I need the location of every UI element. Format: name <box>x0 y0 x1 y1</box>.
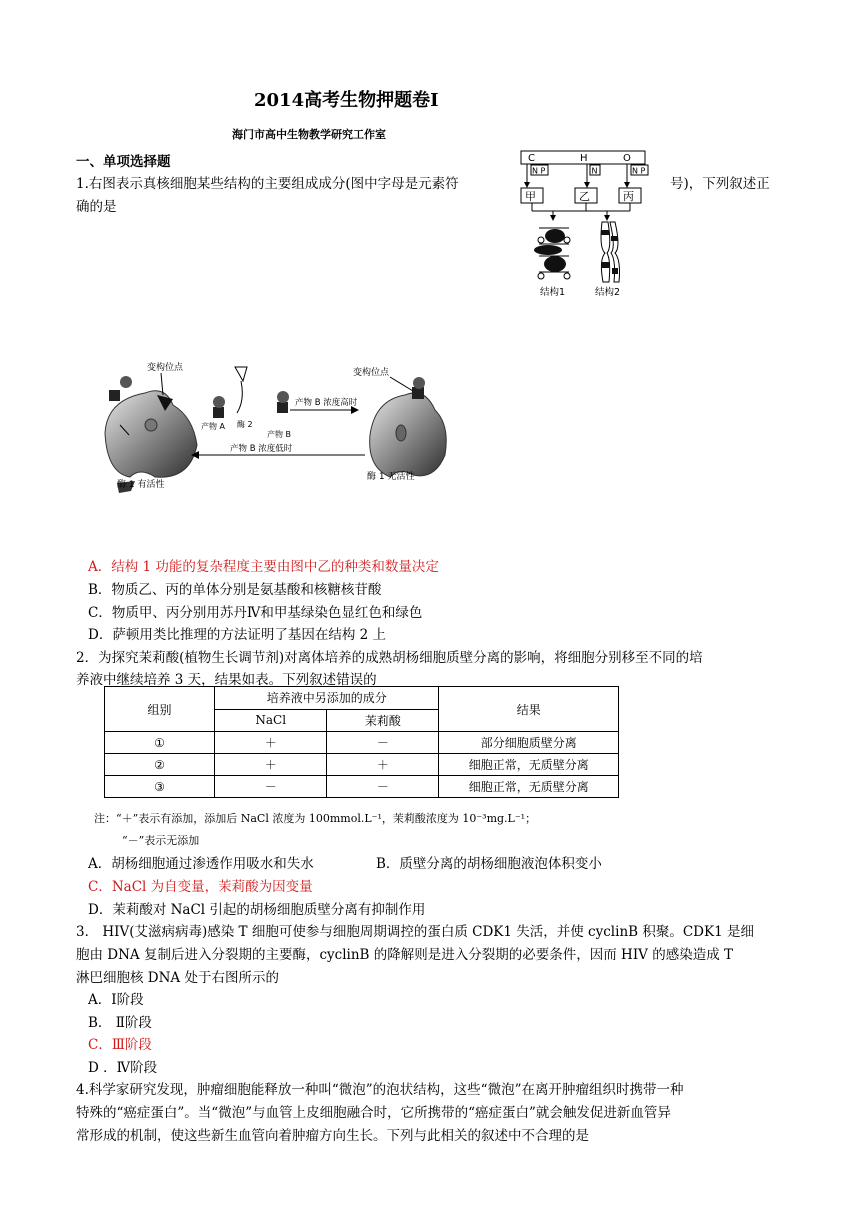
header-group: 组别 <box>105 687 215 732</box>
q1-stem-line2: 确的是 <box>76 199 117 215</box>
q1-option-c: C．物质甲、丙分别用苏丹Ⅳ和甲基绿染色显红色和绿色 <box>88 605 423 621</box>
q2-stem-line1: 2．为探究茉莉酸(植物生长调节剂)对离体培养的成熟胡杨细胞质壁分离的影响，将细胞分别移至不同的培 <box>76 650 703 666</box>
q1-stem-line1: 1.右图表示真核细胞某些结构的主要组成成分(图中字母是元素符 <box>76 176 459 192</box>
header-ja: 茉莉酸 <box>327 709 439 732</box>
cell-group: ① <box>105 732 215 754</box>
cell-result: 部分细胞质壁分离 <box>439 732 619 754</box>
cell-ja: － <box>327 732 439 754</box>
np-label-3: N P <box>632 166 646 176</box>
q1-stem-tail: 号)，下列叙述正 <box>670 176 770 192</box>
q3-option-a: A．Ⅰ阶段 <box>88 992 144 1008</box>
q2-option-a: A．胡杨细胞通过渗透作用吸水和失水 <box>88 856 314 872</box>
enzyme2-label: 酶 2 <box>237 420 253 429</box>
label-structure1: 结构1 <box>540 287 566 298</box>
cell-result: 细胞正常，无质壁分离 <box>439 776 619 798</box>
q1-option-b: B．物质乙、丙的单体分别是氨基酸和核糖核苷酸 <box>88 582 382 598</box>
cell-nacl: － <box>215 776 327 798</box>
q3-option-d: D ．Ⅳ阶段 <box>88 1060 158 1076</box>
q4-stem-line3: 常形成的机制，使这些新生血管向着肿瘤方向生长。下列与此相关的叙述中不合理的是 <box>76 1128 589 1144</box>
q2-option-d: D．茉莉酸对 NaCl 引起的胡杨细胞质壁分离有抑制作用 <box>88 902 426 918</box>
cell-nacl: ＋ <box>215 754 327 776</box>
page-title: 2014高考生物押题卷Ⅰ <box>254 90 439 111</box>
table-note-1: 注：“＋”表示有添加，添加后 NaCl 浓度为 100mmol.L⁻¹，茉莉酸浓度为 10⁻³mg.L⁻¹； <box>94 812 537 825</box>
q2-option-c: C．NaCl 为自变量，茉莉酸为因变量 <box>88 879 313 895</box>
label-structure2: 结构2 <box>595 287 621 298</box>
q3-stem-line2: 胞由 DNA 复制后进入分裂期的主要酶，cyclinB 的降解则是进入分裂期的必要条件，因而 HIV 的感染造成 T <box>76 947 733 963</box>
q4-stem-line1: 4.科学家研究发现，肿瘤细胞能释放一种叫“微泡”的泡状结构，这些“微泡”在离开肿瘤组织时携带一种 <box>76 1082 684 1098</box>
site1-label: 变构位点 <box>147 363 184 373</box>
cell-ja: ＋ <box>327 754 439 776</box>
q2-option-b: B．质壁分离的胡杨细胞液泡体积变小 <box>376 856 602 872</box>
high-conc-label: 产物 B 浓度高时 <box>295 398 358 408</box>
element-c: C <box>528 153 535 164</box>
element-h: H <box>580 153 588 164</box>
q3-stem-line1: 3． HIV(艾滋病病毒)感染 T 细胞可使参与细胞周期调控的蛋白质 CDK1 失活，并使 cyclinB 积聚。CDK1 是细 <box>76 924 754 940</box>
low-conc-label: 产物 B 浓度低时 <box>230 444 293 454</box>
cell-group: ② <box>105 754 215 776</box>
q4-stem-line2: 特殊的“癌症蛋白”。当“微泡”与血管上皮细胞融合时，它所携带的“癌症蛋白”就会触发促进新血管异 <box>76 1105 671 1121</box>
figure-structures <box>515 148 665 298</box>
box-yi: 乙 <box>579 190 590 203</box>
page-subtitle: 海门市高中生物教学研究工作室 <box>232 128 386 141</box>
product-b-label: 产物 B <box>267 430 292 439</box>
q3-stem-line3: 淋巴细胞核 DNA 处于右图所示的 <box>76 970 279 986</box>
cell-result: 细胞正常，无质壁分离 <box>439 754 619 776</box>
box-bing: 丙 <box>623 190 634 203</box>
section-heading: 一、单项选择题 <box>76 154 171 170</box>
q2-stem-line2: 养液中继续培养 3 天，结果如表。下列叙述错误的 <box>76 672 377 688</box>
q3-option-b: B． Ⅱ阶段 <box>88 1015 152 1031</box>
active-label: 酶 1 有活性 <box>117 480 165 490</box>
header-result: 结果 <box>439 687 619 732</box>
header-added: 培养液中另添加的成分 <box>215 687 439 710</box>
element-o: O <box>623 153 631 164</box>
figure-enzyme-feedback <box>95 355 455 495</box>
q1-option-d: D．萨顿用类比推理的方法证明了基因在结构 2 上 <box>88 627 386 643</box>
np-label-1: N P <box>532 166 546 176</box>
q1-option-a: A．结构 1 功能的复杂程度主要由图中乙的种类和数量决定 <box>88 559 439 575</box>
site2-label: 变构位点 <box>353 368 390 378</box>
table-row <box>105 732 619 754</box>
header-nacl: NaCl <box>215 709 327 732</box>
product-a-label: 产物 A <box>201 422 226 431</box>
n-label-2: N <box>591 166 598 176</box>
results-table <box>104 686 619 798</box>
cell-group: ③ <box>105 776 215 798</box>
box-jia: 甲 <box>525 190 536 203</box>
table-row <box>105 776 619 798</box>
inactive-label: 酶 1 无活性 <box>367 472 415 482</box>
cell-ja: － <box>327 776 439 798</box>
table-note-2: “－”表示无添加 <box>122 834 200 847</box>
cell-nacl: ＋ <box>215 732 327 754</box>
q3-option-c: C．Ⅲ阶段 <box>88 1037 152 1053</box>
chromosome-drawing <box>601 222 620 282</box>
table-row <box>105 754 619 776</box>
membrane-drawing <box>534 228 570 279</box>
